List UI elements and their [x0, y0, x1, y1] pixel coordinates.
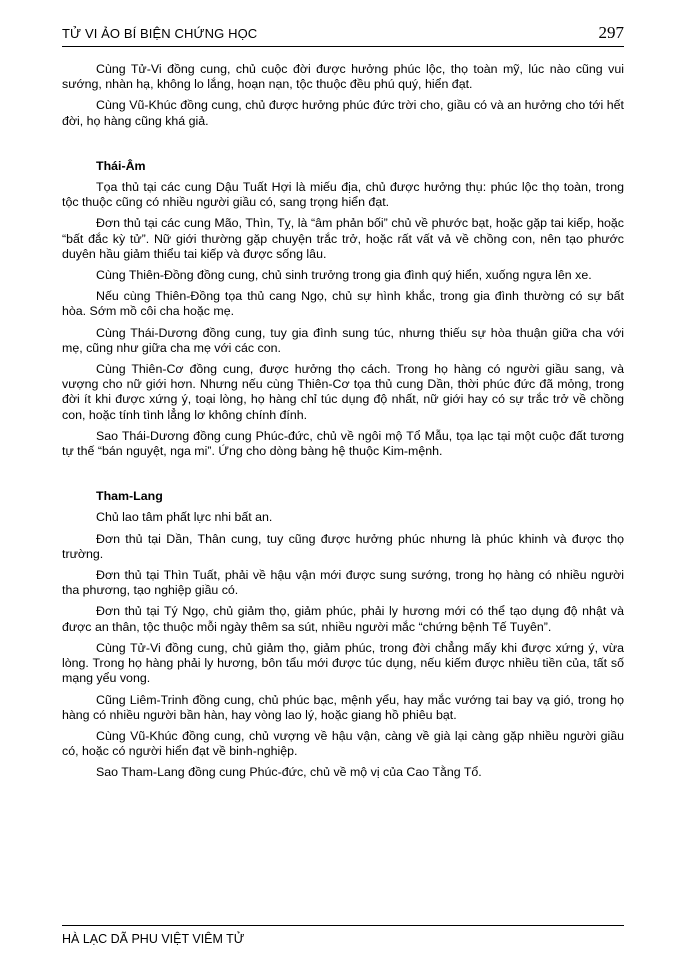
page-number: 297 — [598, 23, 624, 42]
page-footer — [62, 925, 624, 948]
paragraph: Cùng Thiên-Đồng đồng cung, chủ sinh trưởng trong gia đình quý hiển, xuống ngựa lên xe. — [96, 268, 592, 283]
paragraph: Sao Thái-Dương đồng cung Phúc-đức, chủ về ngôi mộ Tổ Mẫu, tọa lạc tại một cuộc đất tương tự thế “bán nguyệt, nga mi”. Ứng cho dòng bàng hệ thuộc Kim-mệnh. — [62, 428, 624, 459]
section-heading-tham-lang: Tham-Lang — [96, 489, 163, 504]
paragraph: Cùng Tử-Vi đồng cung, chủ cuộc đời được hưởng phúc lộc, thọ toàn mỹ, lúc nào cũng vui sướng, nhàn hạ, không lo lắng, hoạn nạn, tộc thuộc đều phú quý, hiển đạt. — [62, 62, 624, 92]
page-content — [62, 62, 624, 787]
paragraph: Đơn thủ tại Tý Ngọ, chủ giảm thọ, giảm phúc, phải ly hương mới có thể tạo dụng độ nhật và được an thân, tộc thuộc mỗi ngày thêm sa sút, nhiều người mắc “chứng bệnh Tế Tuyên”. — [62, 604, 624, 634]
paragraph: Cùng Tử-Vi đồng cung, chủ giảm thọ, giảm phúc, trong đời chẳng mấy khi được xứng ý, vừa lòng. Trong họ hàng phải ly hương, bôn tẩu mới được túc dụng, nếu kiếm được nhiều tiền của, tất số mạng yểu vong. — [62, 640, 624, 686]
paragraph: Cùng Vũ-Khúc đồng cung, chủ vượng về hậu vận, càng về già lại càng gặp nhiều người giầu có, hoặc có người hiển đạt về binh-nghiệp. — [62, 728, 624, 759]
paragraph: Cùng Vũ-Khúc đồng cung, chủ được hưởng phúc đức trời cho, giầu có và an hưởng cho tới hết đời, họ hàng cũng khá giả. — [62, 98, 624, 128]
paragraph: Nếu cùng Thiên-Đồng tọa thủ cang Ngọ, chủ sự hình khắc, trong gia đình thường có sự bất hòa. Sớm mồ côi cha hoặc mẹ. — [62, 289, 624, 319]
paragraph: Cùng Thiên-Cơ đồng cung, được hưởng thọ cách. Trong họ hàng có người giầu sang, và vượng cho nữ giới hơn. Nhưng nếu cùng Thiên-Cơ tọa thủ cung Dần, thời phúc đức đã mỏng, trong đời ít khi được xứng ý, toại lòng, họ hàng chỉ túc dụng độ nhất, nữ giới hay có sự trắc trở về chồng con, hoặc tính tình lẳng lơ không chính đính. — [62, 362, 624, 422]
page-header — [62, 24, 624, 47]
paragraph: Đơn thủ tại Dần, Thân cung, tuy cũng được hưởng phúc nhưng là phúc khinh và được thọ trường. — [62, 531, 624, 561]
paragraph: Cũng Liêm-Trinh đồng cung, chủ phúc bạc, mệnh yểu, hay mắc vướng tai bay vạ gió, trong họ hàng có nhiều người bần hàn, hay vòng lao lý, hoặc giang hồ phiêu bạt. — [62, 692, 624, 722]
paragraph: Chủ lao tâm phất lực nhi bất an. — [96, 510, 273, 525]
header-title: TỬ VI ẢO BÍ BIỆN CHỨNG HỌC — [62, 26, 258, 41]
paragraph: Sao Tham-Lang đồng cung Phúc-đức, chủ về mộ vị của Cao Tằng Tổ. — [96, 765, 482, 780]
paragraph: Cùng Thái-Dương đồng cung, tuy gia đình sung túc, nhưng thiếu sự hòa thuận giữa cha với mẹ, cũng như giữa cha mẹ với các con. — [62, 325, 624, 355]
footer-text: HÀ LẠC DÃ PHU VIỆT VIÊM TỬ — [62, 932, 245, 946]
section-heading-thai-am: Thái-Âm — [96, 158, 146, 173]
paragraph: Đơn thủ tại Thìn Tuất, phải về hậu vận mới được sung sướng, trong họ hàng có nhiều người tha phương, tạo nghiệp giầu có. — [62, 568, 624, 598]
paragraph: Tọa thủ tại các cung Dậu Tuất Hợi là miếu địa, chủ được hưởng thụ: phúc lộc thọ toàn, trong tộc thuộc cũng có nhiều người giầu có, sang trọng hiển đạt. — [62, 180, 624, 210]
paragraph: Đơn thủ tại các cung Mão, Thìn, Tỵ, là “âm phản bối” chủ về phước bạt, hoặc gặp tai kiếp, hoặc “bất đắc kỳ tử”. Nữ giới thường gặp chuyện trắc trở, hoặc rất vất vả về chồng con, nên tạo phước duyên hầu giảm thiểu tai kiếp và được sống lâu. — [62, 216, 624, 261]
